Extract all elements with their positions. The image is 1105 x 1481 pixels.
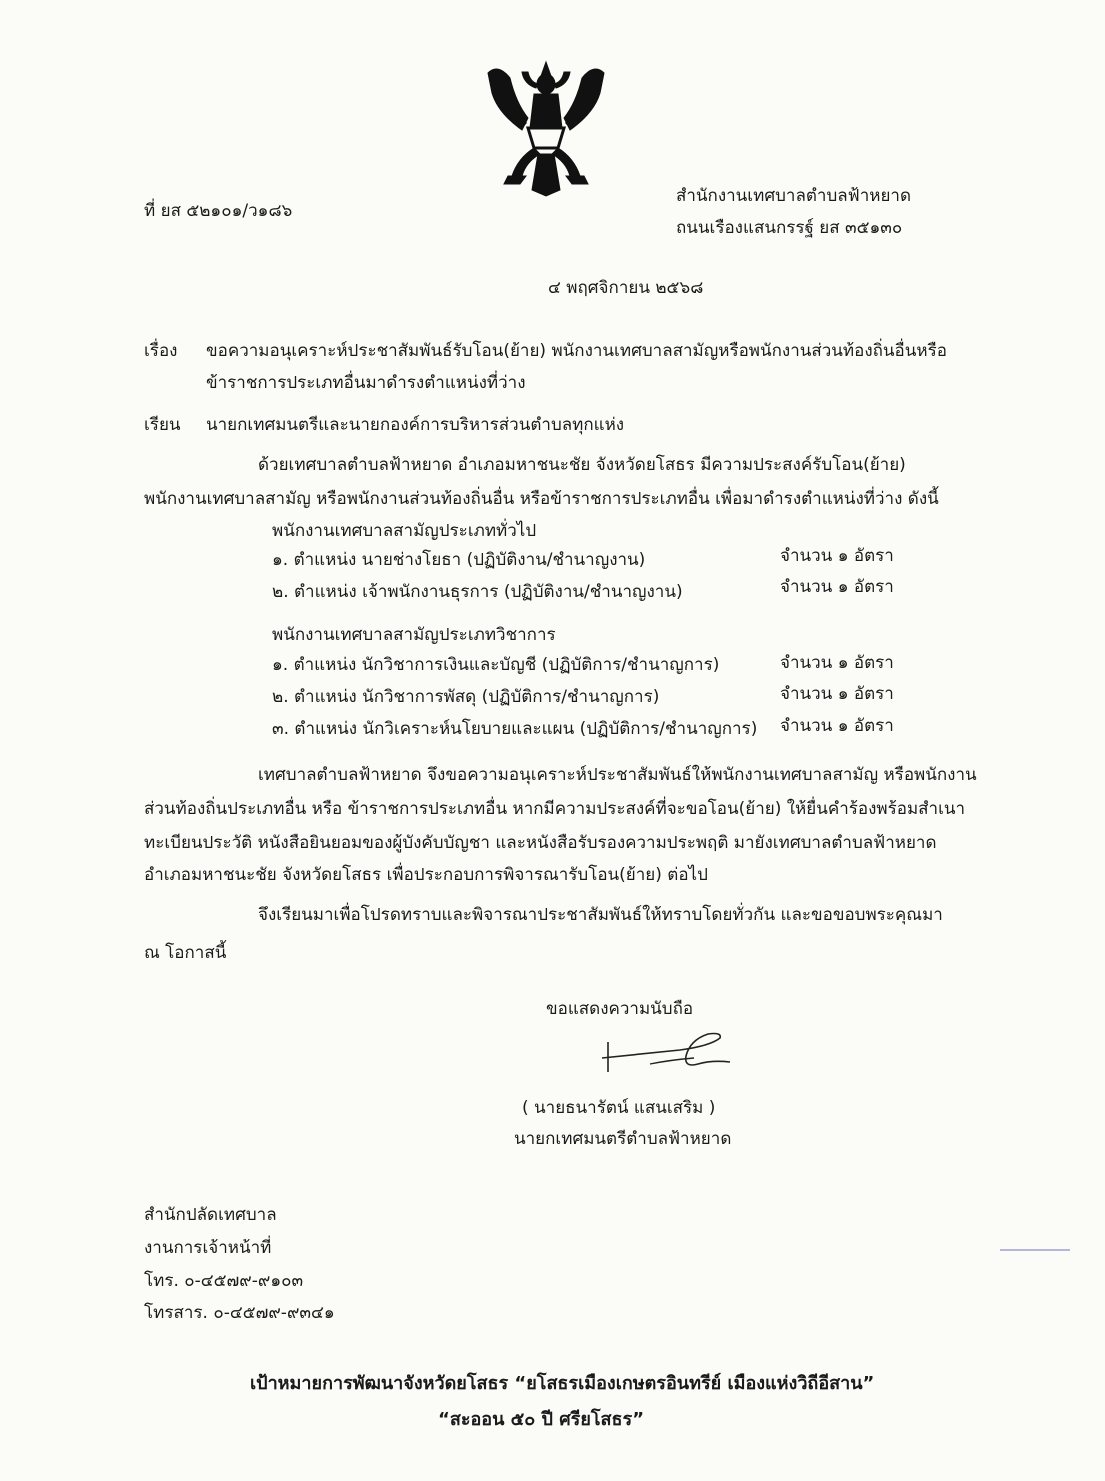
letter-date: ๔ พฤศจิกายน ๒๕๖๘ [548,278,704,298]
position-item: ๑. ตำแหน่ง นายช่างโยธา (ปฏิบัติงาน/ชำนาญงาน) [272,550,646,570]
position-item: ๒. ตำแหน่ง นักวิชาการพัสดุ (ปฏิบัติการ/ชำนาญการ) [272,687,660,707]
subject-label: เรื่อง [144,341,178,361]
subject-line-1: ขอความอนุเคราะห์ประชาสัมพันธ์รับโอน(ย้าย) พนักงานเทศบาลสามัญหรือพนักงานส่วนท้องถิ่นอื่นหรือ [206,341,947,361]
garuda-emblem-icon [478,58,614,198]
recipient-label: เรียน [144,415,181,435]
signature-icon [590,1020,740,1100]
position-item: ๓. ตำแหน่ง นักวิเคราะห์นโยบายและแผน (ปฏิบัติการ/ชำนาญการ) [272,719,758,739]
office-address: ถนนเรืองแสนกรรฐ์ ยส ๓๕๑๓๐ [676,218,903,238]
intro-line-1: ด้วยเทศบาลตำบลฟ้าหยาด อำเภอมหาชนะชัย จังหวัดยโสธร มีความประสงค์รับโอน(ย้าย) [258,455,906,475]
position-count: จำนวน ๑ อัตรา [780,684,894,704]
stray-mark [1000,1249,1070,1251]
signatory-name: ( นายธนารัตน์ แสนเสริม ) [522,1098,716,1118]
contact-section: งานการเจ้าหน้าที่ [144,1238,272,1258]
regards-text: ขอแสดงความนับถือ [546,999,694,1019]
contact-phone: โทร. ๐-๔๕๗๙-๙๑๐๓ [144,1271,304,1291]
position-item: ๒. ตำแหน่ง เจ้าพนักงานธุรการ (ปฏิบัติงาน/ชำนาญงาน) [272,582,683,602]
footer-slogan-1: เป้าหมายการพัฒนาจังหวัดยโสธร “ยโสธรเมืองเกษตรอินทรีย์ เมืองแห่งวิถีอีสาน” [250,1373,875,1394]
contact-fax: โทรสาร. ๐-๔๕๗๙-๙๓๔๑ [144,1303,335,1323]
body-line-3: ทะเบียนประวัติ หนังสือยินยอมของผู้บังคับบัญชา และหนังสือรับรองความประพฤติ มายังเทศบาลตำบลฟ้าหยาด [144,833,937,853]
office-name: สำนักงานเทศบาลตำบลฟ้าหยาด [676,186,911,206]
recipient-text: นายกเทศมนตรีและนายกองค์การบริหารส่วนตำบลทุกแห่ง [206,415,625,435]
body-line-1: เทศบาลตำบลฟ้าหยาด จึงขอความอนุเคราะห์ประชาสัมพันธ์ให้พนักงานเทศบาลสามัญ หรือพนักงาน [258,765,977,785]
intro-line-2: พนักงานเทศบาลสามัญ หรือพนักงานส่วนท้องถิ่นอื่น หรือข้าราชการประเภทอื่น เพื่อมาดำรงตำแหน่งที่ว่าง ดังนี้ [144,489,939,509]
position-count: จำนวน ๑ อัตรา [780,546,894,566]
footer-slogan-2: “สะออน ๕๐ ปี ศรียโสธร” [438,1409,645,1430]
contact-dept: สำนักปลัดเทศบาล [144,1205,277,1225]
reference-number: ที่ ยส ๕๒๑๐๑/ว๑๘๖ [144,201,293,221]
closing-line-1: จึงเรียนมาเพื่อโปรดทราบและพิจารณาประชาสัมพันธ์ให้ทราบโดยทั่วกัน และขอขอบพระคุณมา [258,905,943,925]
position-count: จำนวน ๑ อัตรา [780,716,894,736]
group-academic-heading: พนักงานเทศบาลสามัญประเภทวิชาการ [272,625,556,645]
body-line-4: อำเภอมหาชนะชัย จังหวัดยโสธร เพื่อประกอบการพิจารณารับโอน(ย้าย) ต่อไป [144,865,708,885]
subject-line-2: ข้าราชการประเภทอื่นมาดำรงตำแหน่งที่ว่าง [206,373,526,393]
signatory-title: นายกเทศมนตรีตำบลฟ้าหยาด [514,1129,732,1149]
group-general-heading: พนักงานเทศบาลสามัญประเภททั่วไป [272,521,537,541]
position-count: จำนวน ๑ อัตรา [780,653,894,673]
position-count: จำนวน ๑ อัตรา [780,577,894,597]
closing-line-2: ณ โอกาสนี้ [144,943,227,963]
body-line-2: ส่วนท้องถิ่นประเภทอื่น หรือ ข้าราชการประเภทอื่น หากมีความประสงค์ที่จะขอโอน(ย้าย) ให้ยื่นคำร้องพร้อมสำเนา [144,799,966,819]
position-item: ๑. ตำแหน่ง นักวิชาการเงินและบัญชี (ปฏิบัติการ/ชำนาญการ) [272,655,720,675]
